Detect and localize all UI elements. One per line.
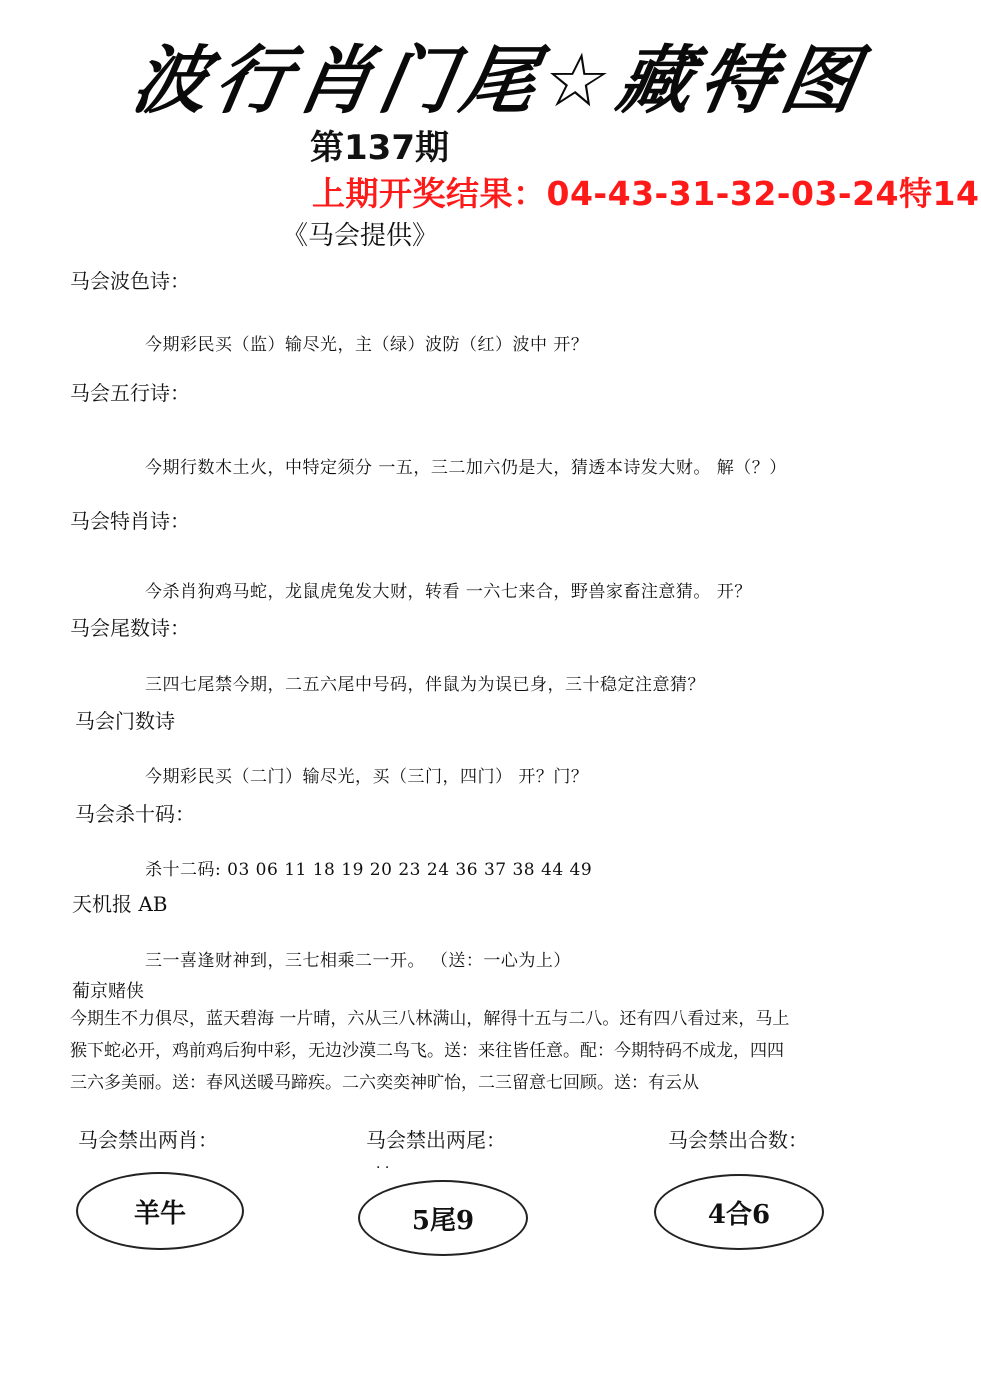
- ban-value-zodiac: 羊牛: [133, 1198, 186, 1229]
- section-heading-gate: 马会门数诗: [75, 709, 175, 733]
- section-heading-zodiac: 马会特肖诗：: [70, 509, 190, 533]
- ban-label-zodiac: 马会禁出两肖：: [78, 1128, 218, 1152]
- section-text-five-elements: 今期行数木土火，中特定须分 一五，三二加六仍是大，猜透本诗发大财。 解（？）: [145, 458, 787, 478]
- section-text-wave: 今期彩民买（监）输尽光，主（绿）波防（红）波中 开？: [145, 335, 589, 355]
- ban-oval-zodiac: [76, 1172, 244, 1250]
- section-text-gate: 今期彩民买（二门）输尽光，买（三门，四门） 开？门？: [145, 767, 589, 787]
- ban-label-tail: 马会禁出两尾：: [366, 1128, 506, 1152]
- issue-number: 第137期: [310, 128, 449, 168]
- ban-value-sum: 4合6: [707, 1199, 771, 1230]
- section-heading-five-elements: 马会五行诗：: [70, 381, 190, 405]
- gamble-paragraph: [70, 1003, 930, 1099]
- section-heading-tianji: 天机报 AB: [72, 892, 168, 916]
- section-heading-wave: 马会波色诗：: [70, 269, 190, 293]
- ban-value-tail: 5尾9: [411, 1205, 475, 1236]
- ban-oval-sum: [654, 1174, 824, 1250]
- decorative-dots: · ·: [376, 1160, 390, 1176]
- section-text-zodiac: 今杀肖狗鸡马蛇，龙鼠虎兔发大财，转看 一六七来合，野兽家畜注意猜。 开？: [145, 582, 752, 602]
- page-title: 波行肖门尾☆藏特图: [126, 38, 872, 124]
- gamble-line: 今期生不力俱尽，蓝天碧海 一片晴，六从三八林满山，解得十五与二八。还有四八看过来，马上: [70, 1009, 790, 1029]
- ban-oval-tail: [358, 1180, 528, 1256]
- provider-label: 《马会提供》: [282, 221, 439, 251]
- section-text-kill-numbers: 杀十二码: 03 06 11 18 19 20 23 24 36 37 38 44 49: [145, 860, 593, 880]
- gamble-line: 三六多美丽。送：春风送暖马蹄疾。二六奕奕神旷怡，二三留意七回顾。送：有云从: [70, 1073, 699, 1093]
- ban-label-sum: 马会禁出合数：: [668, 1128, 808, 1152]
- last-result: 上期开奖结果：04-43-31-32-03-24特14: [312, 174, 980, 213]
- section-text-tail: 三四七尾禁今期，二五六尾中号码，伴鼠为为误已身，三十稳定注意猜？: [145, 675, 705, 695]
- gamble-heading: 葡京赌侠: [72, 981, 144, 1002]
- gamble-line: 猴下蛇必开，鸡前鸡后狗中彩，无边沙漠二鸟飞。送：来往皆任意。配：今期特码不成龙，四四: [70, 1041, 784, 1061]
- section-heading-kill-numbers: 马会杀十码：: [75, 802, 195, 826]
- section-text-tianji: 三一喜逢财神到，三七相乘二一开。 （送：一心为上）: [145, 951, 571, 971]
- section-heading-tail: 马会尾数诗：: [70, 616, 190, 640]
